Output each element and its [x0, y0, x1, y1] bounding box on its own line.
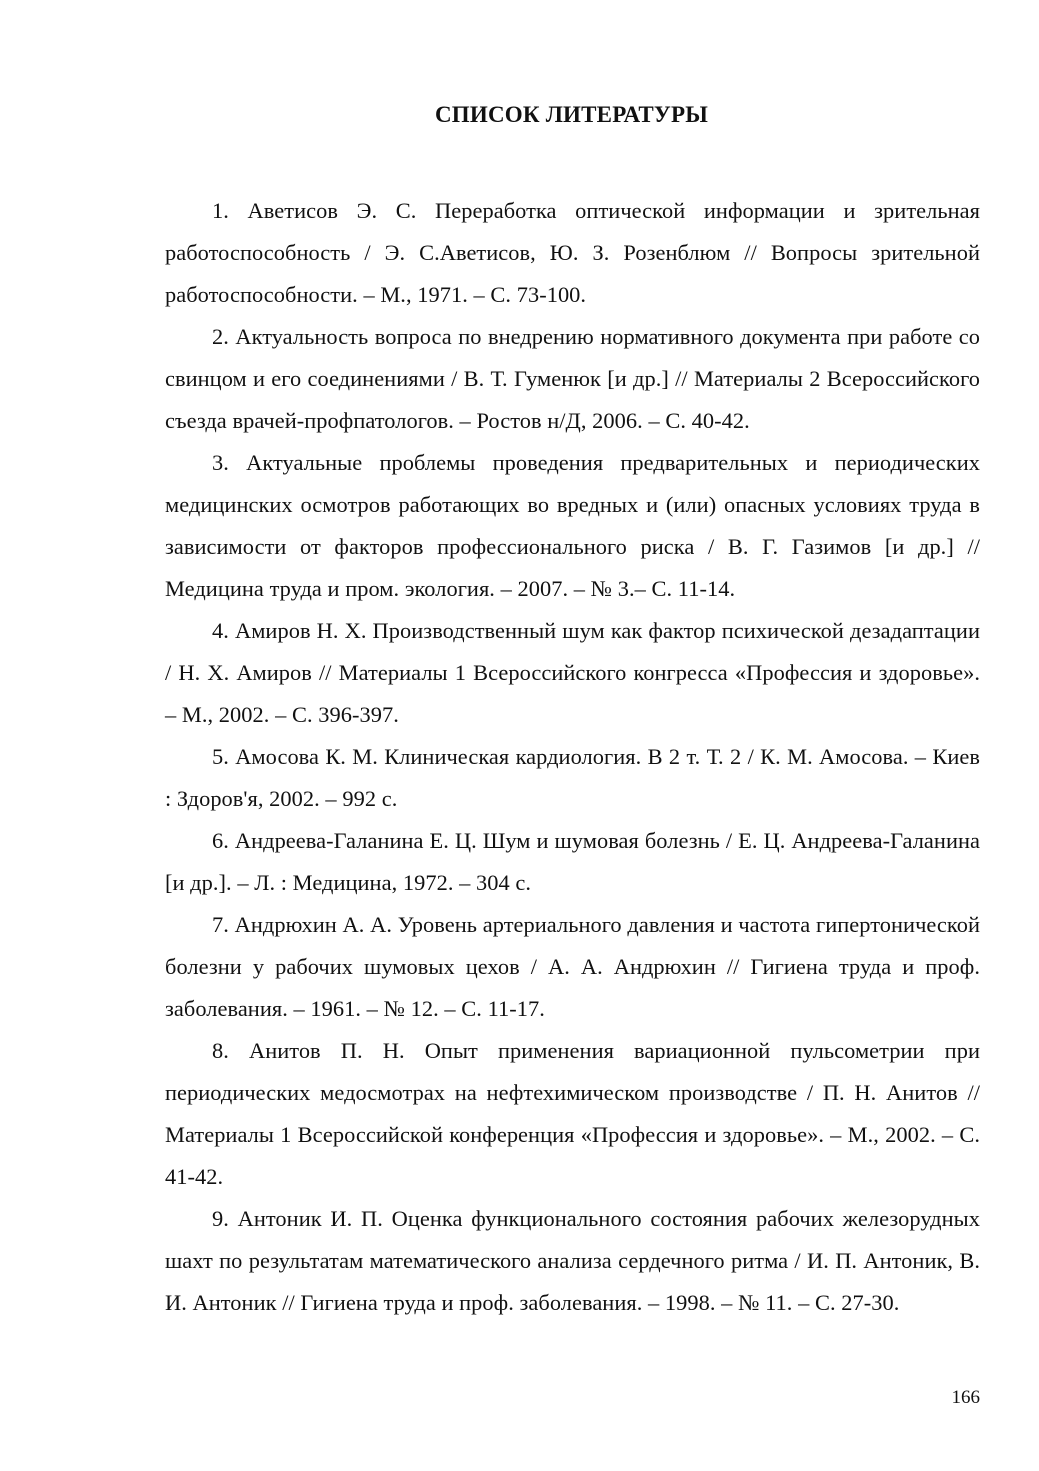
reference-item-5: 5. Амосова К. М. Клиническая кардиология. В 2 т. Т. 2 / К. М. Амосова. – Киев : Здоров'я, 2002. – 992 с.	[165, 744, 980, 811]
reference-item-6: 6. Андреева-Галанина Е. Ц. Шум и шумовая болезнь / Е. Ц. Андреева-Галанина [и др.]. – Л. : Медицина, 1972. – 304 с.	[165, 828, 980, 895]
reference-list	[165, 190, 980, 1324]
page-title: СПИСОК ЛИТЕРАТУРЫ	[435, 102, 708, 127]
reference-item-3: 3. Актуальные проблемы проведения предварительных и периодических медицинских осмотров работающих во вредных и (или) опасных условиях труда в зависимости от факторов профессионального риска / В. Г. Газимов [и др.] // Медицина труда и пром. экология. – 2007. – № 3.– С. 11-14.	[165, 450, 980, 601]
reference-item-7: 7. Андрюхин А. А. Уровень артериального давления и частота гипертонической болезни у рабочих шумовых цехов / А. А. Андрюхин // Гигиена труда и проф. заболевания. – 1961. – № 12. – С. 11-17.	[165, 912, 980, 1021]
reference-item-8: 8. Анитов П. Н. Опыт применения вариационной пульсометрии при периодических медосмотрах на нефтехимическом производстве / П. Н. Анитов // Материалы 1 Всероссийской конференция «Профессия и здоровье». – М., 2002. – С. 41-42.	[165, 1038, 980, 1189]
reference-item-2: 2. Актуальность вопроса по внедрению нормативного документа при работе со свинцом и его соединениями / В. Т. Гуменюк [и др.] // Материалы 2 Всероссийского съезда врачей-профпатологов. – Ростов н/Д, 2006. – С. 40-42.	[165, 324, 980, 433]
reference-item-4: 4. Амиров Н. Х. Производственный шум как фактор психической дезадаптации / Н. Х. Амиров // Материалы 1 Всероссийского конгресса «Профессия и здоровье». – М., 2002. – С. 396-397.	[165, 618, 980, 727]
reference-item-1: 1. Аветисов Э. С. Переработка оптической информации и зрительная работоспособность / Э. С.Аветисов, Ю. З. Розенблюм // Вопросы зрительной работоспособности. – М., 1971. – С. 73-100.	[165, 198, 980, 307]
reference-item-9: 9. Антоник И. П. Оценка функционального состояния рабочих железорудных шахт по результатам математического анализа сердечного ритма / И. П. Антоник, В. И. Антоник // Гигиена труда и проф. заболевания. – 1998. – № 11. – С. 27-30.	[165, 1206, 980, 1315]
page-number: 166	[951, 1387, 980, 1408]
